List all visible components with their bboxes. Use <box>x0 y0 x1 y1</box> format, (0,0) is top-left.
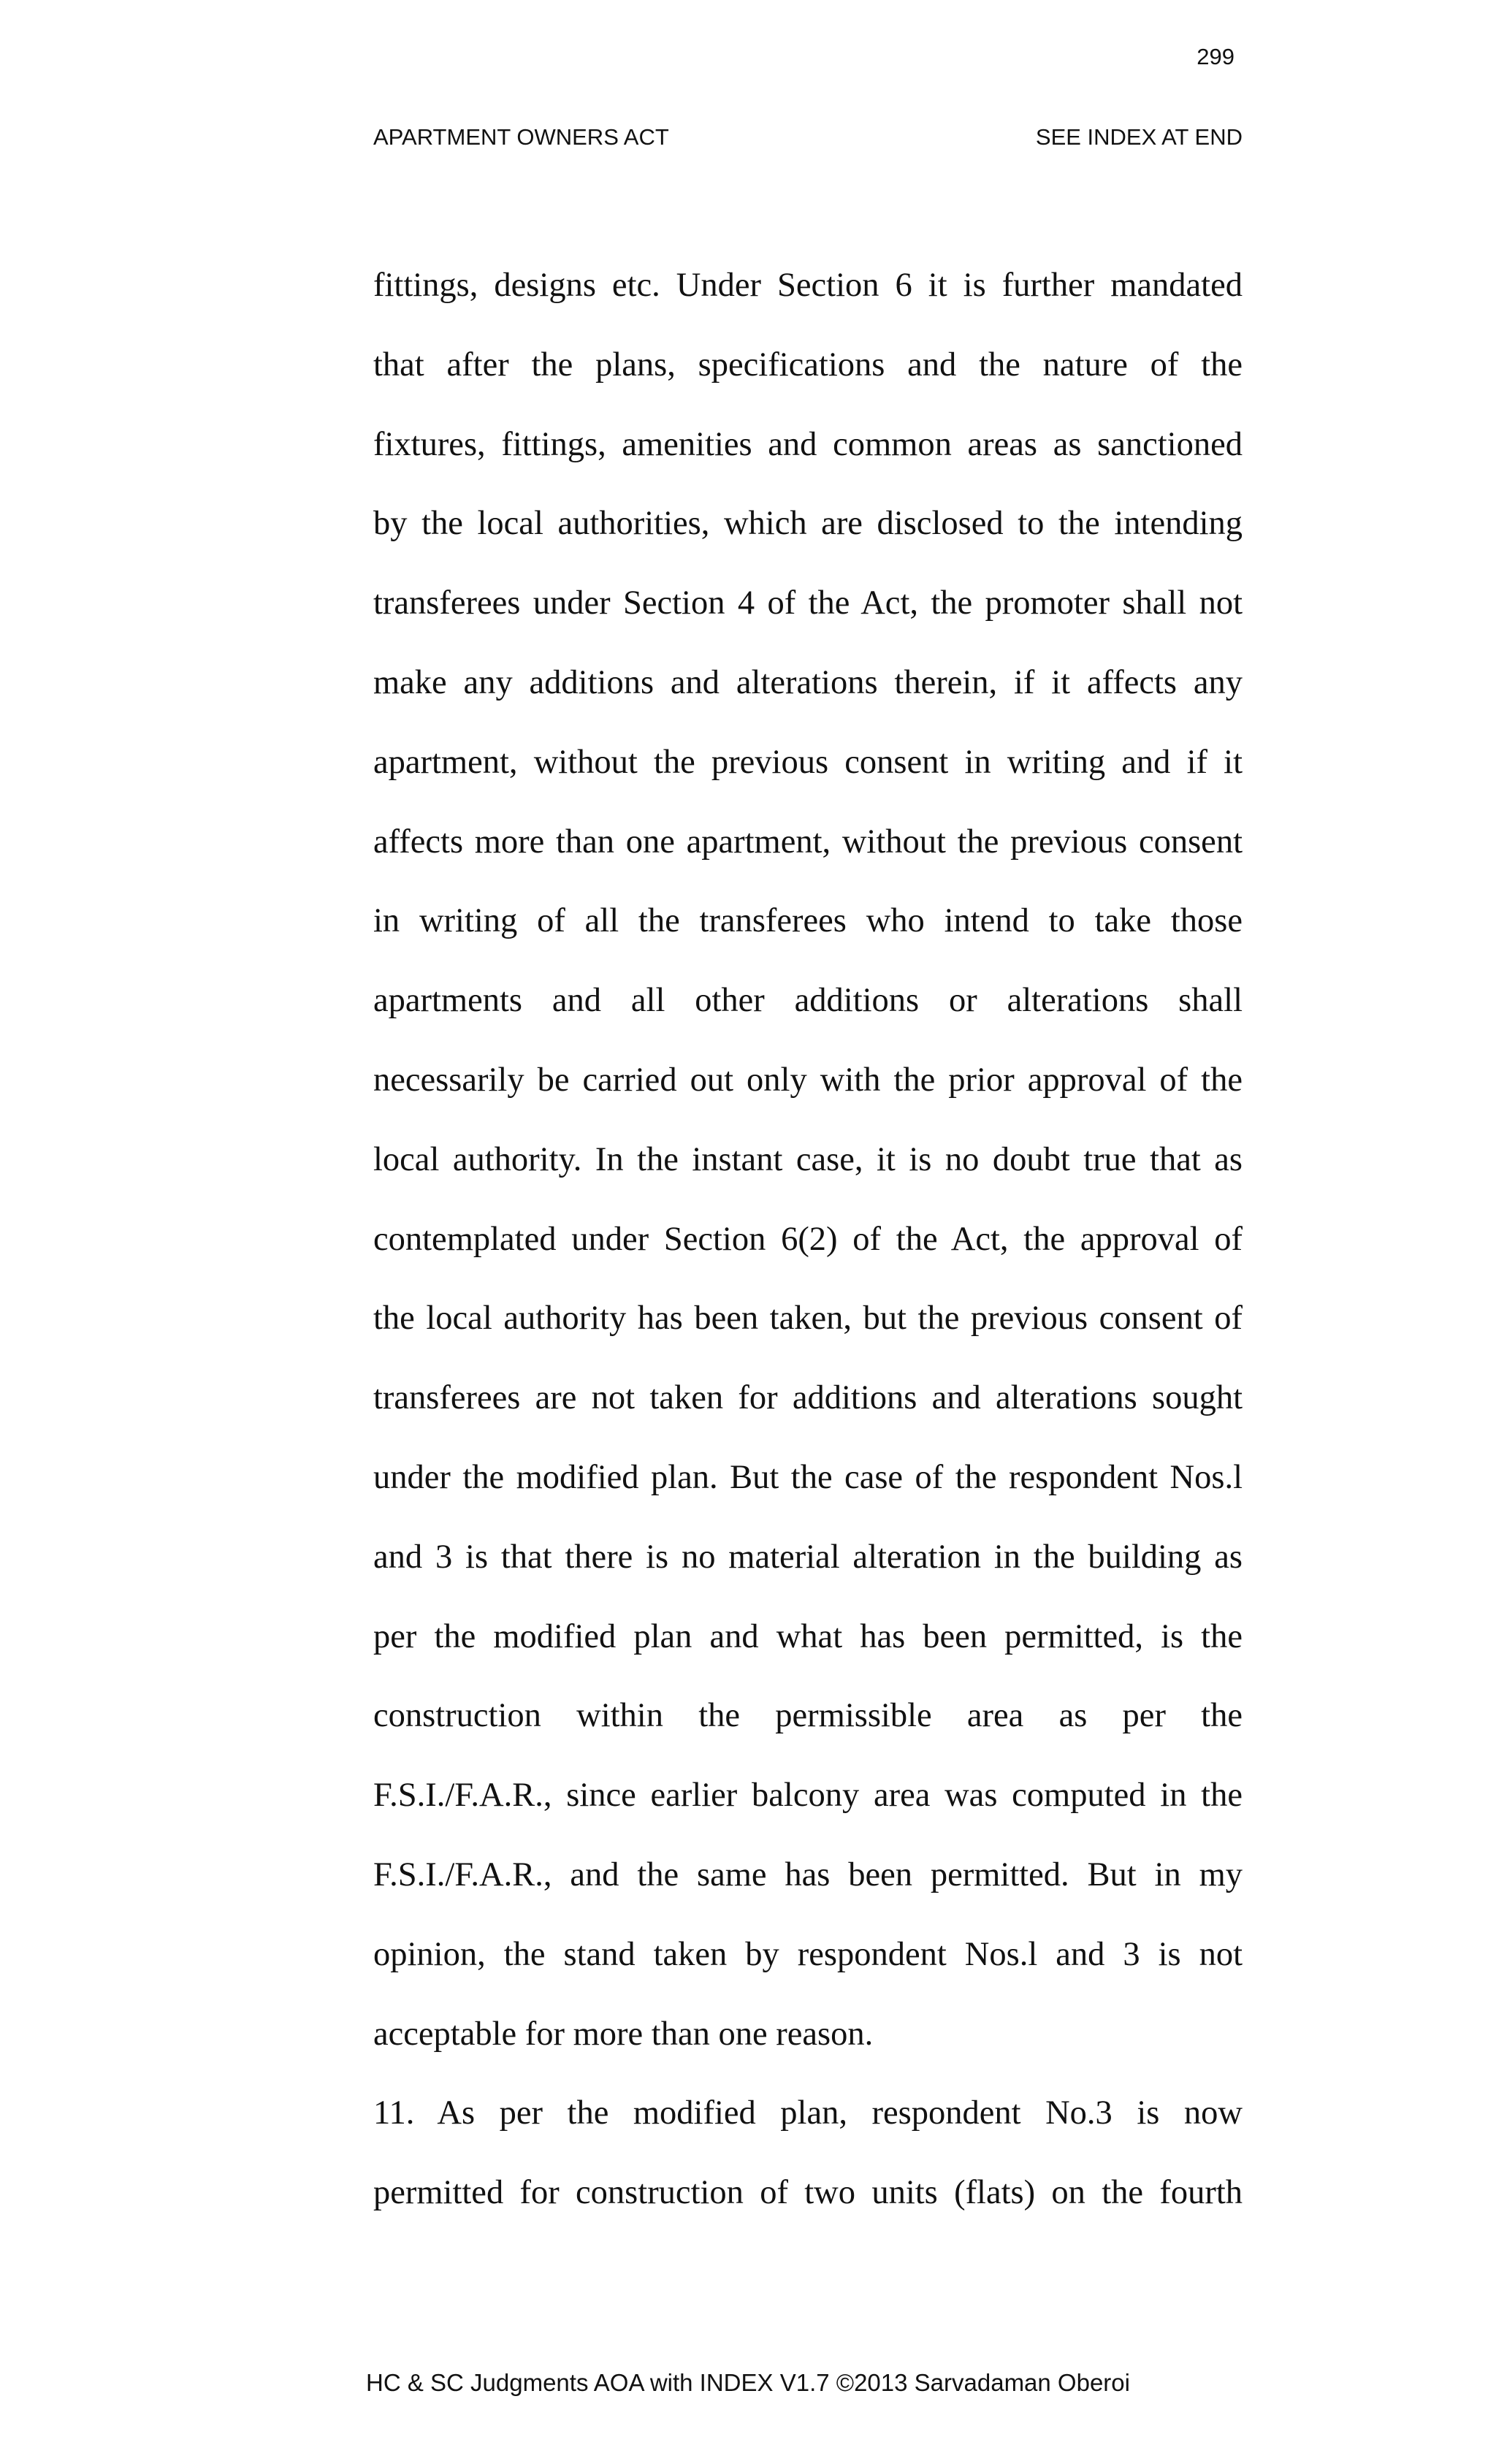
judgment-body-text <box>373 246 1243 2233</box>
text-line: construction within the permissible area as per the <box>373 1697 1243 1735</box>
page-number: 299 <box>1197 44 1234 69</box>
text-line: opinion, the stand taken by respondent Nos.l and 3 is not <box>373 1935 1243 1973</box>
text-line: fittings, designs etc. Under Section 6 it is further mandated <box>373 267 1243 304</box>
page-footer: HC & SC Judgments AOA with INDEX V1.7 ©2013 Sarvadaman Oberoi <box>366 2369 1130 2396</box>
text-line: transferees are not taken for additions and alterations sought <box>373 1379 1243 1417</box>
text-line: affects more than one apartment, without the previous consent <box>373 823 1243 861</box>
text-line: apartments and all other additions or alterations shall <box>373 982 1243 1020</box>
text-line: and 3 is that there is no material alteration in the building as <box>373 1538 1243 1576</box>
header-index-note: SEE INDEX AT END <box>1035 124 1243 150</box>
running-header <box>373 121 1243 153</box>
text-line: F.S.I./F.A.R., and the same has been permitted. But in my <box>373 1855 1243 1893</box>
text-line: necessarily be carried out only with the prior approval of the <box>373 1061 1243 1099</box>
text-line: that after the plans, specifications and the nature of the <box>373 346 1243 384</box>
text-line: the local authority has been taken, but the previous consent of <box>373 1300 1243 1338</box>
text-line: per the modified plan and what has been permitted, is the <box>373 1617 1243 1655</box>
text-line: fixtures, fittings, amenities and common areas as sanctioned <box>373 425 1243 463</box>
text-line: apartment, without the previous consent in writing and if it <box>373 743 1243 781</box>
text-line: local authority. In the instant case, it is no doubt true that as <box>373 1140 1243 1178</box>
text-line: permitted for construction of two units (flats) on the fourth <box>373 2174 1243 2212</box>
text-line: under the modified plan. But the case of the respondent Nos.l <box>373 1458 1243 1496</box>
text-line: by the local authorities, which are disclosed to the intending <box>373 505 1243 543</box>
paragraph-end-line: acceptable for more than one reason. <box>373 2015 874 2053</box>
header-title: APARTMENT OWNERS ACT <box>373 124 669 150</box>
text-line: make any additions and alterations therein, if it affects any <box>373 663 1243 701</box>
text-line: transferees under Section 4 of the Act, the promoter shall not <box>373 584 1243 622</box>
paragraph-11-start-line: 11. As per the modified plan, respondent No.3 is now <box>373 2094 1243 2132</box>
text-line: F.S.I./F.A.R., since earlier balcony area was computed in the <box>373 1777 1243 1815</box>
text-line: in writing of all the transferees who intend to take those <box>373 902 1243 940</box>
text-line: contemplated under Section 6(2) of the Act, the approval of <box>373 1220 1243 1258</box>
